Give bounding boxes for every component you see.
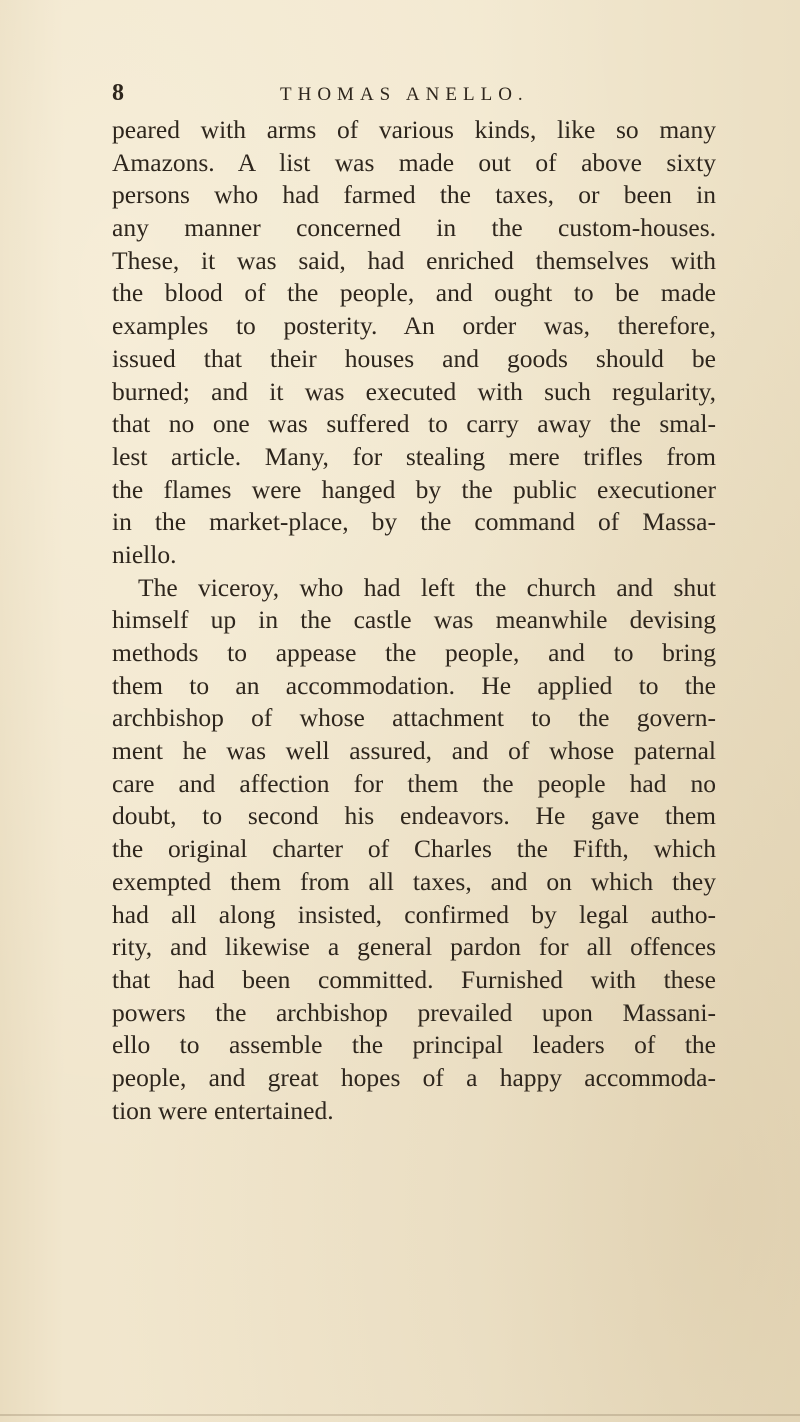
text-line: in the market-place, by the command of Massa- bbox=[112, 507, 716, 537]
text-line: examples to posterity. An order was, therefore, bbox=[112, 311, 716, 341]
text-line: ello to assemble the principal leaders of the bbox=[112, 1030, 716, 1060]
text-line: These, it was said, had enriched themselves with bbox=[112, 245, 716, 275]
paragraph bbox=[112, 572, 716, 1128]
text-line: them to an accommodation. He applied to the bbox=[112, 670, 716, 700]
text-line: the blood of the people, and ought to be made bbox=[112, 278, 716, 308]
text-line: himself up in the castle was meanwhile devising bbox=[112, 605, 716, 635]
text-line: rity, and likewise a general pardon for all offences bbox=[112, 932, 716, 962]
text-line: burned; and it was executed with such regularity, bbox=[112, 376, 716, 406]
text-line: powers the archbishop prevailed upon Massani- bbox=[112, 997, 716, 1027]
text-line: tion were entertained. bbox=[112, 1095, 334, 1125]
text-line: The viceroy, who had left the church and shut bbox=[138, 572, 716, 602]
text-line: Amazons. A list was made out of above sixty bbox=[112, 147, 716, 177]
text-line: lest article. Many, for stealing mere trifles from bbox=[112, 441, 716, 471]
text-line: niello. bbox=[112, 539, 177, 569]
text-line: issued that their houses and goods should be bbox=[112, 343, 716, 373]
text-line: ment he was well assured, and of whose paternal bbox=[112, 736, 716, 766]
text-line: that no one was suffered to carry away the smal- bbox=[112, 409, 716, 439]
text-line: exempted them from all taxes, and on which they bbox=[112, 866, 716, 896]
page-number: 8 bbox=[112, 80, 125, 106]
text-line: that had been committed. Furnished with these bbox=[112, 964, 716, 994]
text-line: archbishop of whose attachment to the govern- bbox=[112, 703, 716, 733]
text-line: doubt, to second his endeavors. He gave them bbox=[112, 801, 716, 831]
text-line: methods to appease the people, and to bring bbox=[112, 638, 716, 667]
text-line: any manner concerned in the custom-houses. bbox=[112, 213, 716, 243]
text-line: peared with arms of various kinds, like so many bbox=[112, 115, 716, 144]
text-line: care and affection for them the people had no bbox=[112, 768, 716, 798]
page-header bbox=[112, 80, 672, 110]
body-text bbox=[112, 114, 716, 1127]
text-line: people, and great hopes of a happy accommoda- bbox=[112, 1062, 716, 1092]
text-line: persons who had farmed the taxes, or been in bbox=[112, 180, 716, 210]
page-edge bbox=[0, 1414, 800, 1416]
running-head: THOMAS ANELLO. bbox=[280, 84, 529, 105]
text-line: had all along insisted, confirmed by legal autho- bbox=[112, 899, 716, 929]
paragraph bbox=[112, 114, 716, 572]
text-line: the original charter of Charles the Fifth, which bbox=[112, 834, 716, 864]
text-line: the flames were hanged by the public executioner bbox=[112, 474, 716, 504]
